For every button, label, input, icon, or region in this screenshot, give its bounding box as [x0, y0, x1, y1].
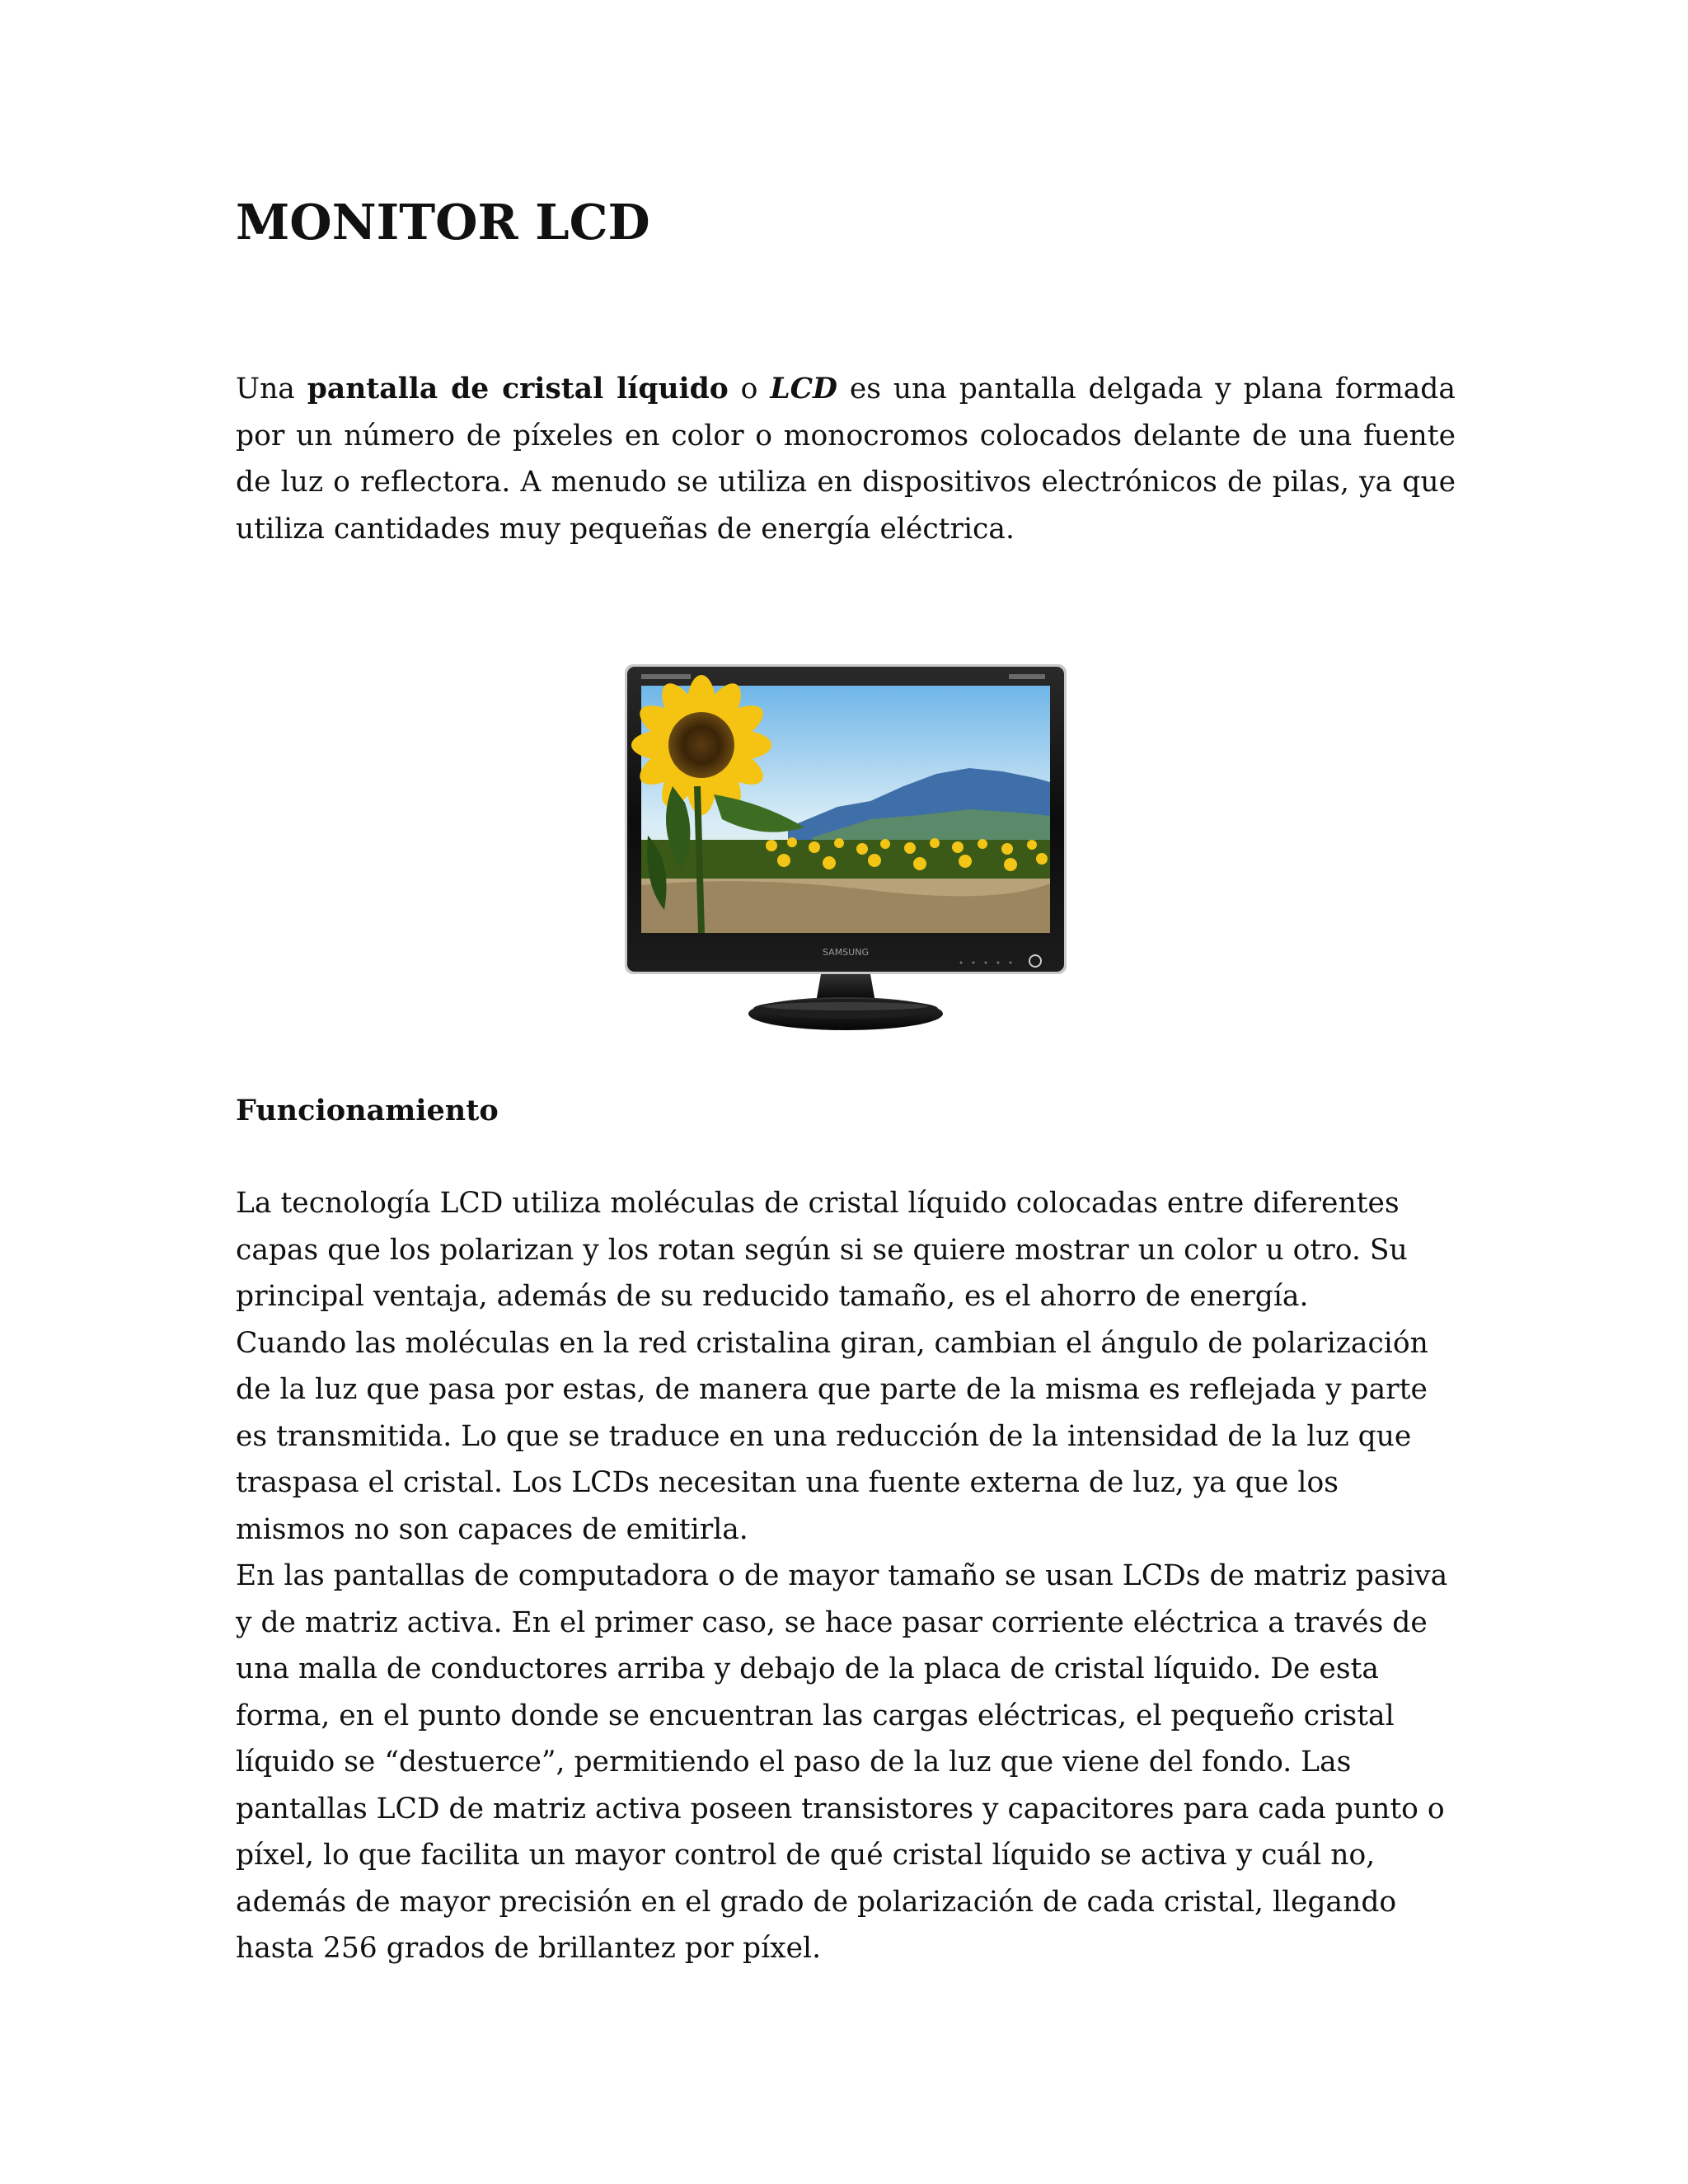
intro-paragraph	[236, 366, 1456, 552]
intro-text-3: es una pantalla delgada y plana formada por un número de píxeles en color o monocromos colocados delante de una fuente de luz o reflectora. A menudo se utiliza en dispositivos electrónicos de pilas, ya que utiliza cantidades muy pequeñas de energía eléctrica.	[236, 373, 1456, 546]
title-block	[236, 190, 1456, 255]
intro-text-1: Una	[236, 373, 307, 405]
section-heading: Funcionamiento	[236, 1094, 499, 1127]
paragraph-1: La tecnología LCD utiliza moléculas de cristal líquido colocadas entre diferentes capas que los polarizan y los rotan según si se quiere mostrar un color u otro. Su principal ventaja, además de su reducido tamaño, es el ahorro de energía.	[236, 1187, 1408, 1313]
monitor-image	[623, 663, 1068, 1033]
intro-bold-italic-term: LCD	[770, 373, 837, 405]
intro-text-2: o	[728, 373, 771, 405]
body-text	[236, 1180, 1456, 1972]
page-title: MONITOR LCD	[236, 194, 650, 251]
brand-label: SAMSUNG	[823, 947, 869, 958]
paragraph-2: Cuando las moléculas en la red cristalina giran, cambian el ángulo de polarización de la luz que pasa por estas, de manera que parte de la misma es reflejada y parte es transmitida. Lo que se traduce en una reducción de la intensidad de la luz que traspasa el cristal. Los LCDs necesitan una fuente externa de luz, ya que los mismos no son capaces de emitirla.	[236, 1326, 1428, 1546]
paragraph-3: En las pantallas de computadora o de mayor tamaño se usan LCDs de matriz pasiva y de matriz activa. En el primer caso, se hace pasar corriente eléctrica a través de una malla de conductores arriba y debajo de la placa de cristal líquido. De esta forma, en el punto donde se encuentran las cargas eléctricas, el pequeño cristal líquido se “destuerce”, permitiendo el paso de la luz que viene del fondo. Las pantallas LCD de matriz activa poseen transistores y capacitores para cada punto o píxel, lo que facilita un mayor control de qué cristal líquido se activa y cuál no, además de mayor precisión en el grado de polarización de cada cristal, llegando hasta 256 grados de brillantez por píxel.	[236, 1559, 1448, 1965]
intro-bold-term: pantalla de cristal líquido	[307, 373, 729, 405]
